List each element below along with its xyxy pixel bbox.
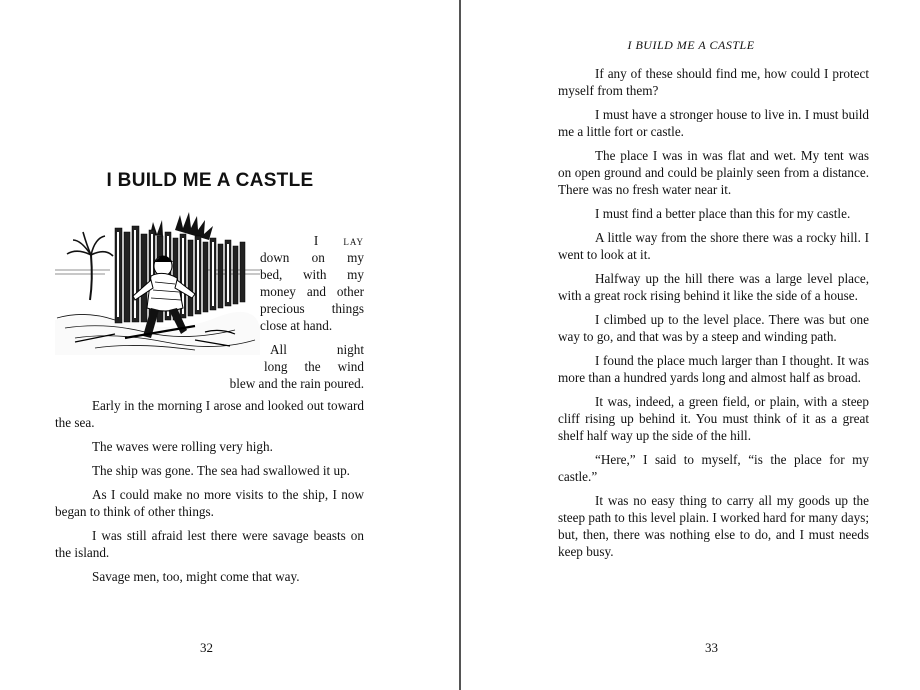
wrap-line: All night [270,342,364,357]
paragraph: Savage men, too, might come that way. [92,569,300,584]
paragraph: The waves were rolling very high. [92,439,273,454]
paragraph: Halfway up the hill there was a large level place, with a great rock rising behind it like the side of a house. [558,271,869,303]
wrap-line: down on my [260,250,364,265]
paragraph: It was, indeed, a green field, or plain, with a steep cliff rising up behind it. You must think of it as a great shelf half way up the side of the hill. [558,394,869,443]
page-number: 33 [705,640,718,655]
wrap-line: precious things [260,301,364,316]
second-wrap-paragraph [212,341,364,392]
running-head: I BUILD ME A CASTLE [627,38,755,52]
drop-word-lay: lay [343,233,364,248]
paragraph: If any of these should find me, how could I protect myself from them? [558,66,869,98]
wrap-line: long the wind [264,359,364,374]
opening-word: I [313,233,319,248]
paragraph: It was no easy thing to carry all my goods up the steep path to this level plain. I worked hard for many days; but, then, there was nothing else to do, and I must needs keep busy. [558,493,869,559]
right-page [462,0,920,690]
paragraph: A little way from the shore there was a rocky hill. I went to look at it. [558,230,869,262]
castaway-illustration-icon [55,210,260,355]
left-page-body [55,397,364,592]
paragraph: I must have a stronger house to live in. I must build me a little fort or castle. [558,107,869,139]
paragraph: I must find a better place than this for my castle. [595,206,851,221]
page-number: 32 [200,640,213,655]
paragraph: I climbed up to the level place. There was but one way to go, and that was by a steep and winding path. [558,312,869,344]
right-page-body [558,65,869,567]
opening-line [260,232,364,249]
paragraph: As I could make no more visits to the ship, I now began to think of other things. [55,487,364,519]
wrap-line: blew and the rain poured. [229,376,364,391]
paragraph: Early in the morning I arose and looked out toward the sea. [55,398,364,430]
paragraph: I found the place much larger than I thought. It was more than a hundred yards long and almost half as broad. [558,353,869,385]
chapter-title: I BUILD ME A CASTLE [106,170,314,191]
paragraph: The place I was in was flat and wet. My tent was on open ground and could be plainly seen from a distance. There was no fresh water near it. [558,148,869,197]
wrap-line: bed, with my [260,267,364,282]
paragraph: “Here,” I said to myself, “is the place for my castle.” [558,452,869,484]
paragraph: I was still afraid lest there were savage beasts on the island. [55,528,364,560]
wrap-line: money and other [260,284,364,299]
paragraph: The ship was gone. The sea had swallowed it up. [92,463,350,478]
opening-paragraph [260,232,364,334]
wrap-line: close at hand. [260,318,333,333]
